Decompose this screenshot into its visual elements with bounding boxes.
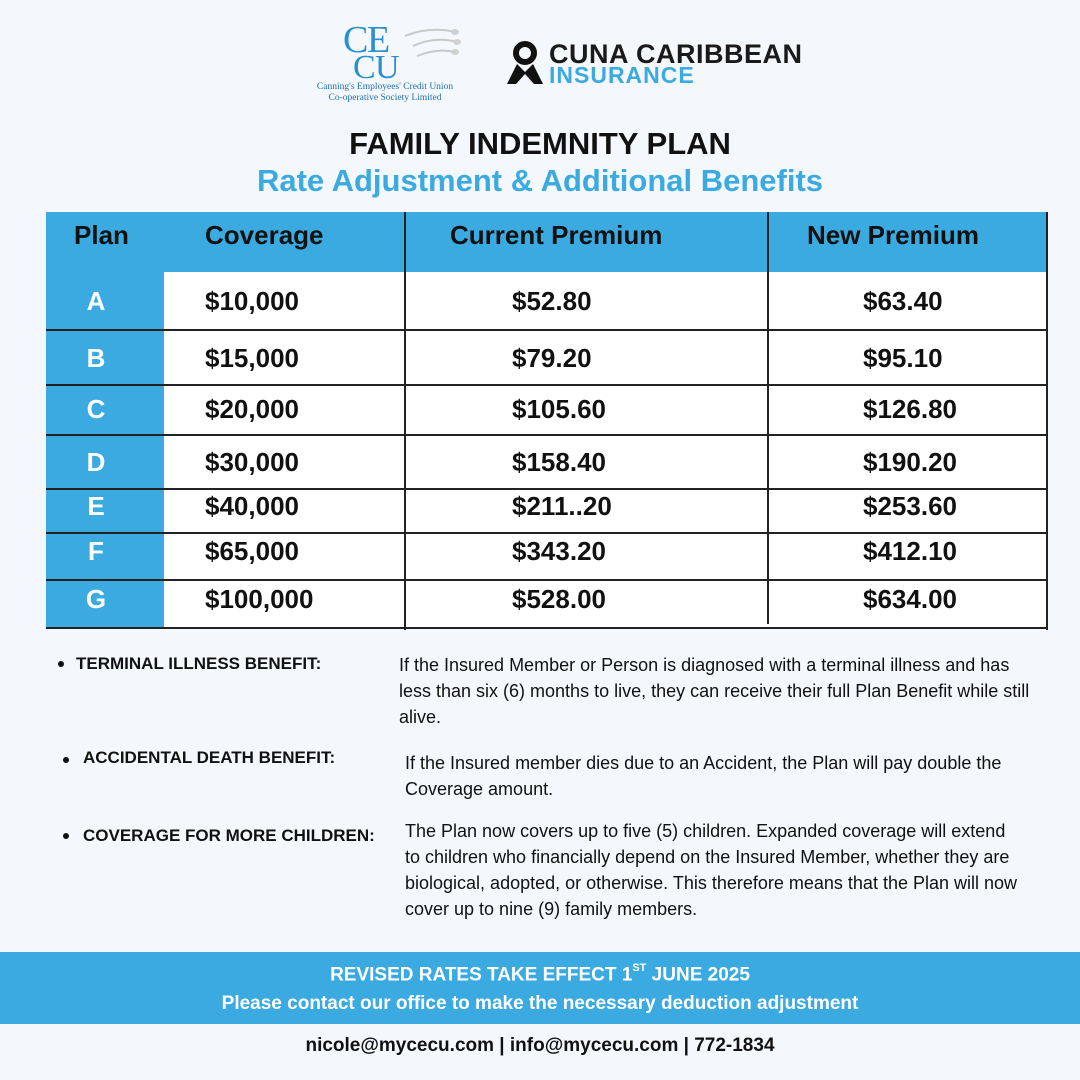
current-premium-cell: $211..20 [512,491,612,521]
cuna-logo [503,38,803,90]
grid-hline [46,532,1046,534]
current-premium-cell: $52.80 [512,286,592,316]
new-premium-cell: $126.80 [863,394,957,424]
cecu-line1: Canning's Employees' Credit Union [316,82,454,92]
new-premium-cell: $95.10 [863,343,943,373]
grid-hline [46,329,1046,331]
new-premium-cell: $634.00 [863,584,957,614]
grid-vline [404,212,406,630]
benefit-label: ACCIDENTAL DEATH BENEFIT: [83,748,336,767]
current-premium-cell: $158.40 [512,447,606,477]
cecu-name [305,82,465,104]
col-plan-header: Plan [74,220,129,250]
new-premium-cell: $253.60 [863,491,957,521]
coverage-cell: $20,000 [205,394,299,424]
cuna-name: CUNA CARIBBEAN [549,39,803,69]
grid-hline [46,627,1048,629]
banner-line1-sup: ST [632,962,647,974]
banner-effective-date [0,964,1080,986]
grid-vline [1046,212,1048,630]
effective-date-banner [0,952,1080,1024]
cuna-figure-icon [503,40,547,86]
benefit-label: TERMINAL ILLNESS BENEFIT: [76,654,322,673]
banner-line1-prefix: REVISED RATES TAKE EFFECT 1 [330,964,633,986]
col-current-premium-header: Current Premium [450,220,663,250]
current-premium-cell: $343.20 [512,536,606,566]
bullet-icon [58,661,64,667]
svg-text:U: U [375,49,400,82]
coverage-cell: $40,000 [205,491,299,521]
new-premium-cell: $190.20 [863,447,957,477]
grid-hline [46,434,1046,436]
banner-instruction: Please contact our office to make the necessary deduction adjustment [221,993,859,1014]
coverage-cell: $100,000 [205,584,314,614]
benefit-label: COVERAGE FOR MORE CHILDREN: [83,826,375,845]
new-premium-cell: $63.40 [863,286,943,316]
coverage-cell: $15,000 [205,343,299,373]
col-coverage-header: Coverage [205,220,324,250]
cecu-emblem [305,22,465,82]
bullet-icon [63,833,69,839]
coverage-cell: $10,000 [205,286,299,316]
rates-table [46,212,1048,630]
table-header [46,212,1048,272]
plan-cell: G [85,584,107,614]
plan-cell: A [86,286,106,316]
grid-hline [46,579,1046,581]
banner-line1-suffix: JUNE 2025 [646,964,750,986]
cecu-logo [305,22,465,112]
grid-hline [46,384,1046,386]
plan-cell: D [86,447,106,477]
plan-cell: C [86,394,106,424]
coverage-cell: $30,000 [205,447,299,477]
svg-text:C: C [353,49,376,82]
current-premium-cell: $105.60 [512,394,606,424]
benefit-text: The Plan now covers up to five (5) children. Expanded coverage will extend to children who financially depend on the Insured Member, whether they are biological, adopted, or otherwise. This therefore means that the Plan will now cover up to nine (9) family members. [405,821,1018,919]
current-premium-cell: $528.00 [512,584,606,614]
page-title: FAMILY INDEMNITY PLAN [349,126,731,161]
grid-hline [46,488,1046,490]
benefit-text: If the Insured member dies due to an Accident, the Plan will pay double the Coverage amount. [405,753,1002,799]
plan-cell: E [87,491,105,521]
coverage-cell: $65,000 [205,536,299,566]
plan-cell: B [86,343,106,373]
grid-vline [767,212,769,624]
bullet-icon [63,757,69,763]
cuna-insurance: INSURANCE [549,62,695,88]
current-premium-cell: $79.20 [512,343,592,373]
new-premium-cell: $412.10 [863,536,957,566]
plan-cell: F [88,536,104,566]
cecu-line2: Co-operative Society Limited [328,93,442,103]
contact-info: nicole@mycecu.com | info@mycecu.com | 772-1834 [305,1035,775,1056]
benefit-text: If the Insured Member or Person is diagnosed with a terminal illness and has less than six (6) months to live, they can receive their full Plan Benefit while still alive. [399,655,1030,727]
col-new-premium-header: New Premium [807,220,979,250]
page-subtitle: Rate Adjustment & Additional Benefits [256,163,824,198]
svg-text:E: E [367,22,391,61]
svg-text:C: C [343,22,369,61]
